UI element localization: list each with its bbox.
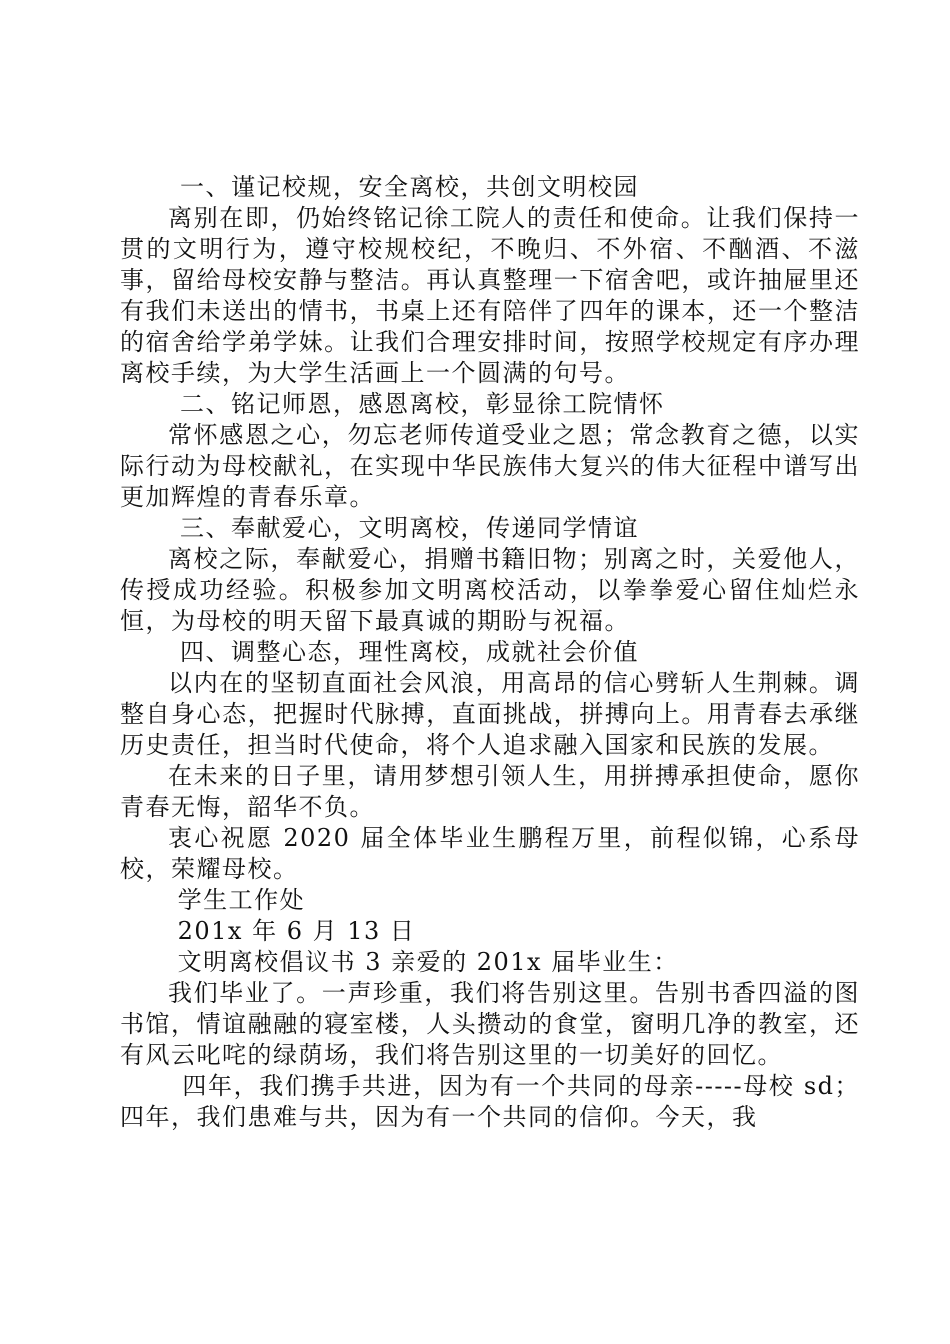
paragraph-6: 衷心祝愿 2020 届全体毕业生鹏程万里，前程似锦，心系母校，荣耀母校。 bbox=[120, 824, 860, 883]
paragraph-2: 常怀感恩之心，勿忘老师传道受业之恩；常念教育之德，以实际行动为母校献礼，在实现中华民族伟大复兴的伟大征程中谱写出更加辉煌的青春乐章。 bbox=[120, 421, 860, 511]
section-heading-2: 二、铭记师恩，感恩离校，彰显徐工院情怀 bbox=[180, 390, 665, 418]
document-body bbox=[120, 172, 860, 1133]
section-heading-1: 一、谨记校规，安全离校，共创文明校园 bbox=[180, 173, 639, 201]
paragraph-8: 四年，我们携手共进，因为有一个共同的母亲-----母校 sd；四年，我们患难与共，因为有一个共同的信仰。今天，我 bbox=[120, 1072, 860, 1131]
paragraph-4: 以内在的坚韧直面社会风浪，用高昂的信心劈斩人生荆棘。调整自身心态，把握时代脉搏，直面挑战，拼搏向上。用青春去承继历史责任，担当时代使命，将个人追求融入国家和民族的发展。 bbox=[120, 669, 860, 759]
paragraph-3: 离校之际，奉献爱心，捐赠书籍旧物；别离之时，关爱他人，传授成功经验。积极参加文明离校活动，以拳拳爱心留住灿烂永恒，为母校的明天留下最真诚的期盼与祝福。 bbox=[120, 545, 860, 635]
section-heading-4: 四、调整心态，理性离校，成就社会价值 bbox=[180, 638, 639, 666]
paragraph-1: 离别在即，仍始终铭记徐工院人的责任和使命。让我们保持一贯的文明行为，遵守校规校纪，不晚归、不外宿、不酗酒、不滋事，留给母校安静与整洁。再认真整理一下宿舍吧，或许抽屉里还有我们未送出的情书，书桌上还有陪伴了四年的课本，还一个整洁的宿舍给学弟学妹。让我们合理安排时间，按照学校规定有序办理离校手续，为大学生活画上一个圆满的句号。 bbox=[120, 204, 860, 387]
letter-salutation: 文明离校倡议书 3 亲爱的 201x 届毕业生： bbox=[177, 948, 679, 976]
paragraph-5: 在未来的日子里，请用梦想引领人生，用拼搏承担使命，愿你青春无悔，韶华不负。 bbox=[120, 762, 860, 821]
signature-date: 201x 年 6 月 13 日 bbox=[177, 917, 416, 945]
section-heading-3: 三、奉献爱心，文明离校，传递同学情谊 bbox=[180, 514, 639, 542]
signature-office: 学生工作处 bbox=[177, 886, 306, 914]
paragraph-7: 我们毕业了。一声珍重，我们将告别这里。告别书香四溢的图书馆，情谊融融的寝室楼，人头攒动的食堂，窗明几净的教室，还有风云叱咤的绿荫场，我们将告别这里的一切美好的回忆。 bbox=[120, 979, 860, 1069]
